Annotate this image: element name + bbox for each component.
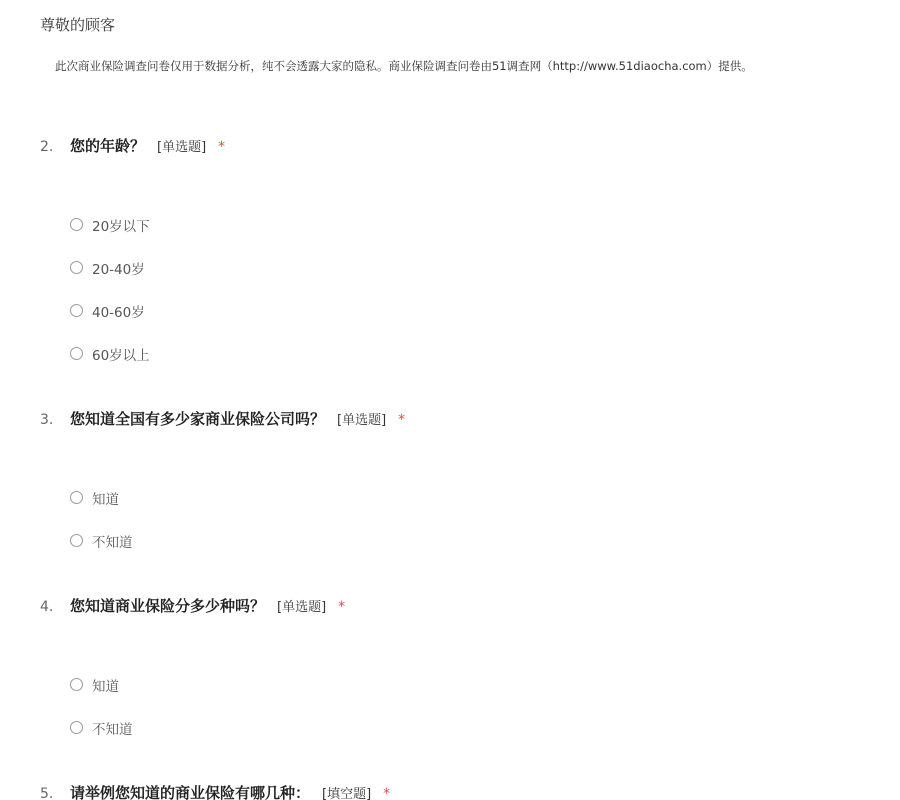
question-2 (40, 133, 860, 375)
option-label: 60岁以上 (92, 347, 150, 364)
option-know[interactable] (70, 476, 860, 519)
required-mark: * (383, 786, 391, 800)
radio-button[interactable] (70, 721, 83, 734)
option-20-40[interactable] (70, 246, 860, 289)
option-label: 知道 (92, 491, 119, 508)
question-5 (40, 780, 860, 800)
question-number: 4. (40, 599, 54, 615)
question-title: 您的年龄？ (70, 137, 146, 155)
greeting-heading: 尊敬的顾客 (40, 16, 116, 34)
radio-button[interactable] (70, 491, 83, 504)
required-mark: * (218, 139, 226, 155)
required-mark: * (338, 599, 346, 615)
option-list (40, 476, 860, 562)
option-label: 20岁以下 (92, 218, 150, 235)
question-header (40, 133, 860, 159)
radio-button[interactable] (70, 534, 83, 547)
radio-button[interactable] (70, 678, 83, 691)
radio-button[interactable] (70, 218, 83, 231)
question-title: 您知道商业保险分多少种吗？ (70, 597, 266, 615)
intro-text: 此次商业保险调查问卷仅用于数据分析，纯不会透露大家的隐私。商业保险调查问卷由51调查网（http://www.51diaocha.com）提供。 (55, 59, 753, 73)
question-type: [填空题] (322, 787, 372, 800)
question-number: 5. (40, 786, 54, 800)
required-mark: * (398, 412, 406, 428)
question-4 (40, 593, 860, 749)
option-list (40, 203, 860, 375)
question-header (40, 593, 860, 619)
option-label: 40-60岁 (92, 304, 145, 321)
question-header (40, 780, 860, 800)
question-title: 您知道全国有多少家商业保险公司吗？ (70, 410, 326, 428)
radio-button[interactable] (70, 347, 83, 360)
radio-button[interactable] (70, 304, 83, 317)
option-label: 不知道 (92, 721, 133, 738)
radio-button[interactable] (70, 261, 83, 274)
option-40-60[interactable] (70, 289, 860, 332)
option-label: 知道 (92, 678, 119, 695)
question-type: [单选题] (277, 600, 327, 615)
question-title: 请举例您知道的商业保险有哪几种： (70, 784, 311, 800)
question-number: 2. (40, 139, 54, 155)
question-number: 3. (40, 412, 54, 428)
option-label: 20-40岁 (92, 261, 145, 278)
question-type: [单选题] (337, 413, 387, 428)
option-20-below[interactable] (70, 203, 860, 246)
question-header (40, 406, 860, 432)
option-label: 不知道 (92, 534, 133, 551)
option-know[interactable] (70, 663, 860, 706)
question-type: [单选题] (157, 140, 207, 155)
option-60-above[interactable] (70, 332, 860, 375)
option-dont-know[interactable] (70, 519, 860, 562)
question-3 (40, 406, 860, 562)
option-dont-know[interactable] (70, 706, 860, 749)
option-list (40, 663, 860, 749)
